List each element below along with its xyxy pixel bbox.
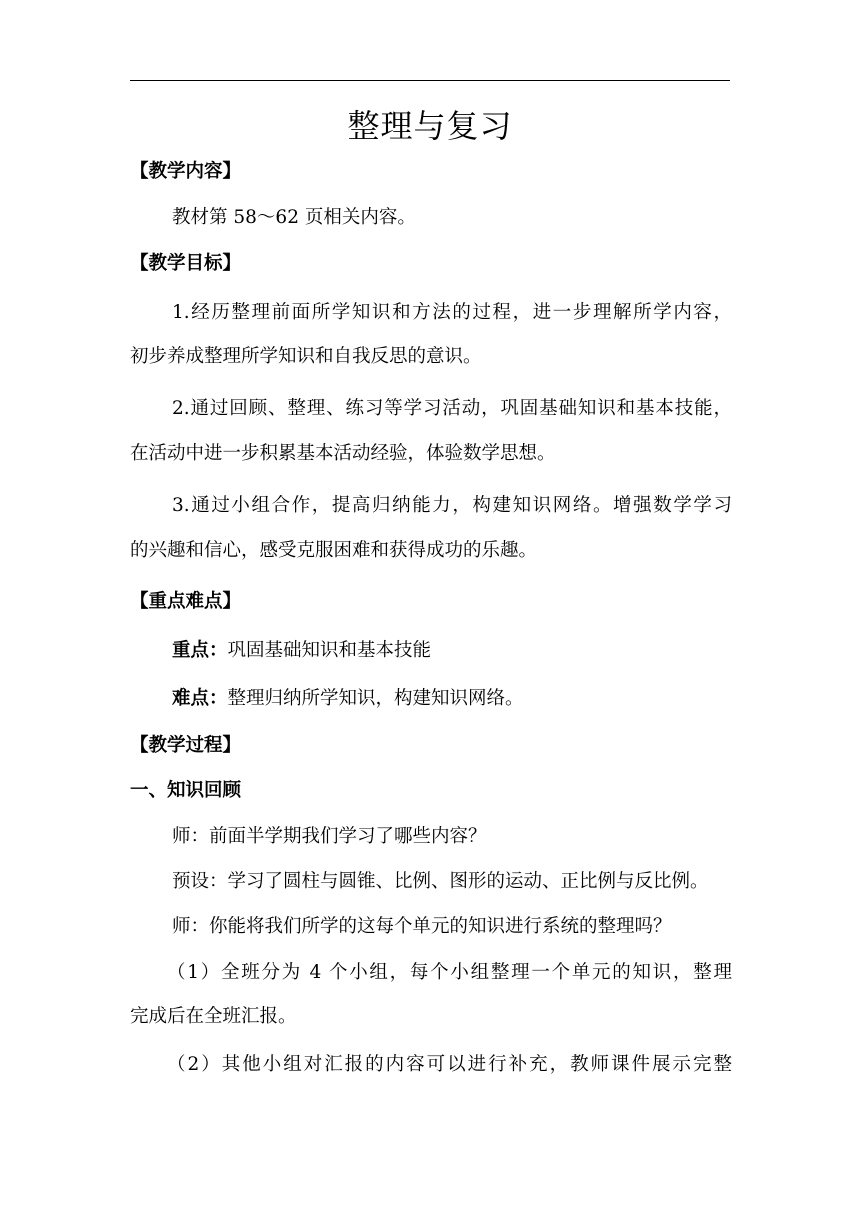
section-heading-content: 【教学内容】 (130, 161, 242, 182)
section-heading-key-points: 【重点难点】 (130, 591, 242, 612)
goal-1-line-1: 1.经历整理前面所学知识和方法的过程，进一步理解所学内容， (172, 302, 732, 323)
process-paragraph-1: 师：前面半学期我们学习了哪些内容？ (172, 826, 487, 847)
process-paragraph-4-line-2: 完成后在全班汇报。 (130, 1006, 297, 1027)
section-heading-goals: 【教学目标】 (130, 253, 242, 274)
key-point-label: 重点： (172, 640, 228, 661)
header-rule (130, 80, 730, 81)
difficult-point (172, 686, 732, 712)
goal-2-line-1: 2.通过回顾、整理、练习等学习活动，巩固基础知识和基本技能， (172, 398, 732, 419)
section-heading-process: 【教学过程】 (130, 735, 242, 756)
content-text: 教材第 58～62 页相关内容。 (172, 207, 416, 228)
key-point (172, 638, 732, 664)
page-title: 整理与复习 (347, 107, 513, 145)
goal-2-line-2: 在活动中进一步积累基本活动经验，体验数学思想。 (130, 443, 556, 464)
goal-3-line-1: 3.通过小组合作，提高归纳能力，构建知识网络。增强数学学习 (172, 495, 732, 516)
process-paragraph-4-line-1: （1）全班分为 4 个小组，每个小组整理一个单元的知识，整理 (167, 962, 732, 983)
goal-3-line-2: 的兴趣和信心，感受克服困难和获得成功的乐趣。 (130, 540, 538, 561)
key-point-text: 巩固基础知识和基本技能 (227, 640, 432, 661)
goal-1-line-2: 初步养成整理所学知识和自我反思的意识。 (130, 346, 482, 367)
difficult-point-text: 整理归纳所学知识，构建知识网络。 (227, 688, 524, 709)
process-paragraph-2: 预设：学习了圆柱与圆锥、比例、图形的运动、正比例与反比例。 (172, 871, 709, 892)
difficult-point-label: 难点： (172, 688, 228, 709)
part-1-heading: 一、知识回顾 (130, 780, 242, 801)
process-paragraph-3: 师：你能将我们所学的这每个单元的知识进行系统的整理吗？ (172, 916, 672, 937)
process-paragraph-5-line-1: （2）其他小组对汇报的内容可以进行补充，教师课件展示完整 (167, 1054, 732, 1075)
